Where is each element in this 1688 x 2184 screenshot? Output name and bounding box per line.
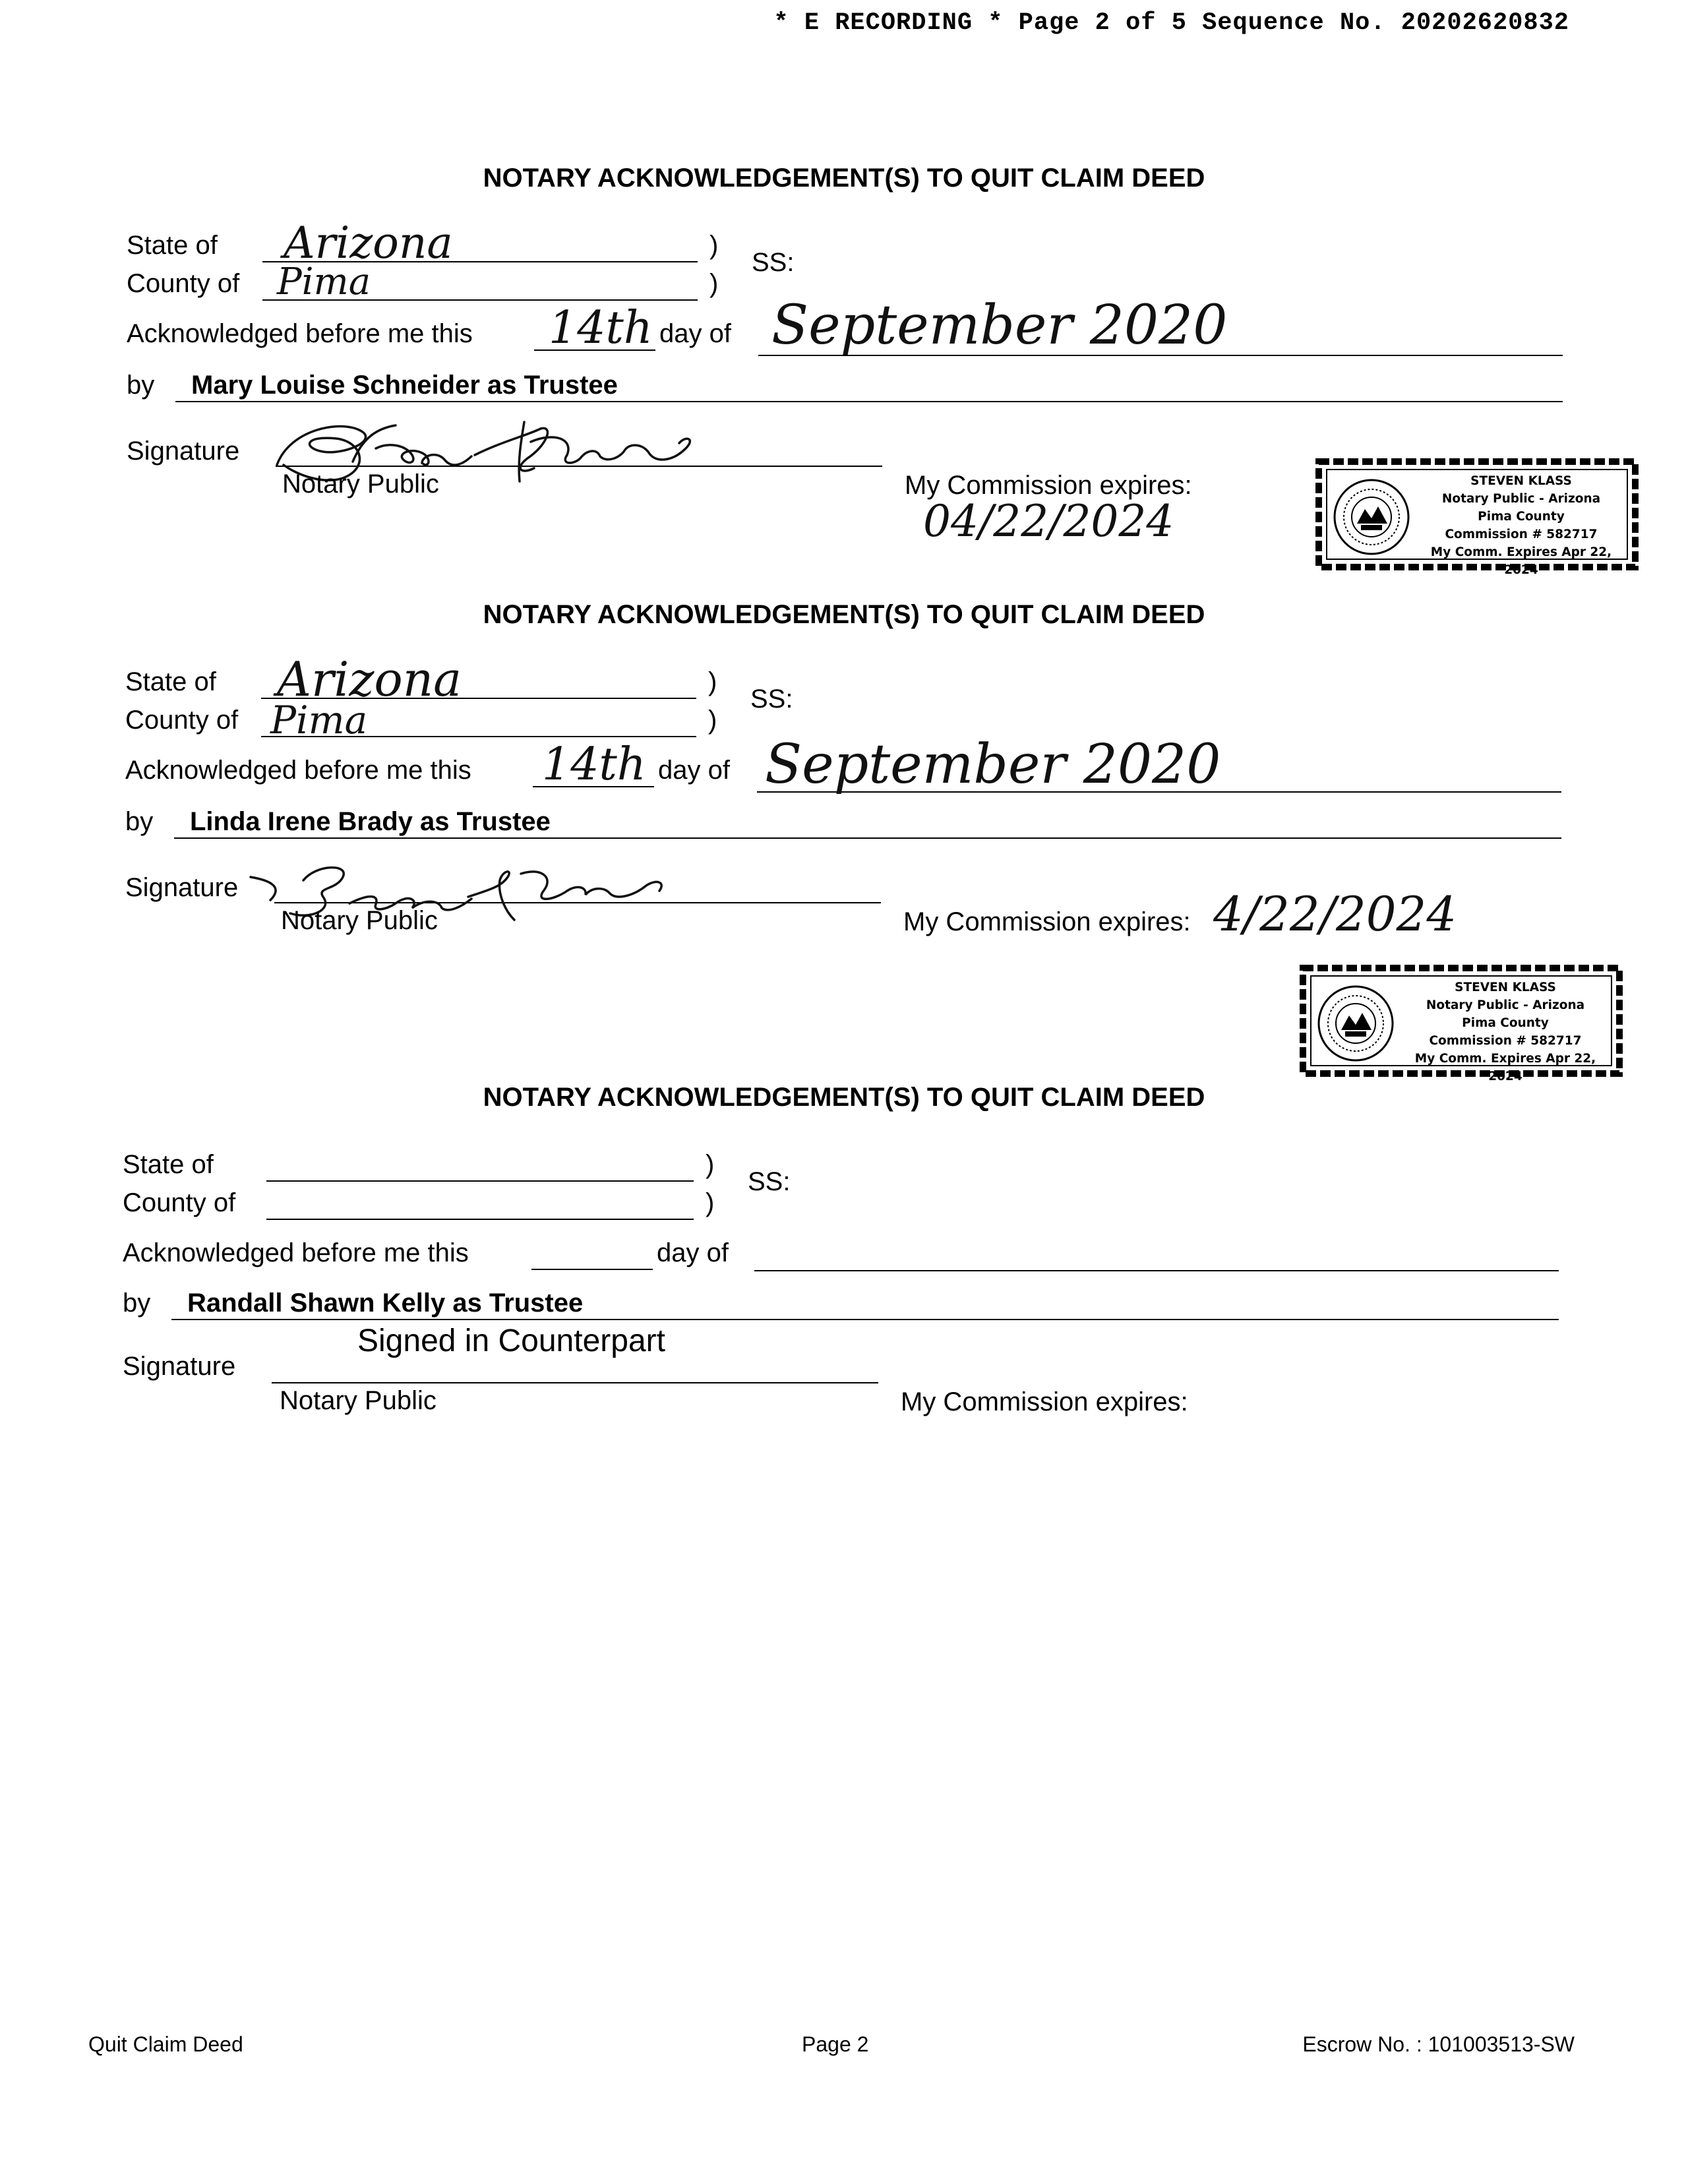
state-seal-icon [1332,477,1411,557]
stamp-commission: Commission # 582717 [1445,528,1598,541]
paren: ) [708,667,717,696]
notary-public-label: Notary Public [282,470,439,499]
stamp-title: Notary Public - Arizona [1441,492,1601,506]
handwritten-expires: 04/22/2024 [923,496,1174,547]
state-label: State of [125,667,216,696]
paren: ) [709,269,719,298]
county-line [266,1219,694,1220]
counterpart-text: Signed in Counterpart [357,1323,665,1358]
footer-document-name: Quit Claim Deed [88,2032,243,2056]
ss-label: SS: [750,684,793,713]
stamp-name: STEVEN KLASS [1455,981,1556,994]
acknowledged-label: Acknowledged before me this [127,319,473,348]
paren: ) [708,706,717,735]
notary-public-label: Notary Public [280,1386,437,1415]
handwritten-county: Pima [277,260,371,303]
commission-label: My Commission expires: [903,907,1191,936]
state-label: State of [123,1150,214,1179]
day-of-label: day of [657,1238,729,1267]
stamp-text [1397,979,1614,1085]
handwritten-day: 14th [549,302,653,354]
by-label: by [127,371,155,400]
by-label: by [125,807,154,836]
ss-label: SS: [752,248,795,277]
paren: ) [709,231,719,260]
section-title: NOTARY ACKNOWLEDGEMENT(S) TO QUIT CLAIM DEED [483,1083,1205,1112]
signature-label: Signature [123,1352,236,1381]
county-label: County of [127,269,240,298]
section-title: NOTARY ACKNOWLEDGEMENT(S) TO QUIT CLAIM DEED [483,164,1205,193]
signature-line [272,1382,878,1383]
month-line [754,1270,1559,1271]
state-line [266,1180,694,1182]
paren: ) [706,1150,715,1179]
commission-label: My Commission expires: [901,1387,1188,1416]
signature-label: Signature [125,873,239,902]
county-label: County of [123,1188,236,1217]
by-line [171,1319,1559,1320]
handwritten-state: Arizona [284,218,453,268]
paren: ) [706,1188,715,1217]
footer-escrow-number: Escrow No. : 101003513-SW [1302,2032,1575,2056]
day-of-label: day of [659,319,731,348]
handwritten-month-year: September 2020 [765,733,1221,796]
signer-name: Linda Irene Brady as Trustee [190,807,551,836]
stamp-commission: Commission # 582717 [1429,1034,1582,1048]
notary-public-label: Notary Public [281,906,438,935]
handwritten-month-year: September 2020 [771,294,1228,357]
acknowledged-label: Acknowledged before me this [125,756,471,785]
stamp-name: STEVEN KLASS [1470,474,1572,488]
stamp-county: Pima County [1478,510,1565,524]
notary-stamp [1296,961,1626,1083]
signer-name: Randall Shawn Kelly as Trustee [187,1289,584,1318]
state-seal-icon [1316,984,1395,1063]
stamp-title: Notary Public - Arizona [1426,998,1585,1012]
day-of-label: day of [658,756,730,785]
signer-name: Mary Louise Schneider as Trustee [191,371,618,400]
acknowledged-label: Acknowledged before me this [123,1238,469,1267]
handwritten-day: 14th [542,739,646,791]
day-line [531,1269,653,1270]
stamp-expires: My Comm. Expires Apr 22, 2024 [1414,1052,1596,1083]
handwritten-expires: 4/22/2024 [1213,886,1457,942]
notary-stamp [1312,455,1642,577]
handwritten-state: Arizona [277,652,462,707]
stamp-expires: My Comm. Expires Apr 22, 2024 [1430,545,1612,577]
state-label: State of [127,231,218,260]
footer-page-number: Page 2 [802,2032,869,2056]
section-title: NOTARY ACKNOWLEDGEMENT(S) TO QUIT CLAIM DEED [483,600,1205,629]
recording-header: * E RECORDING * Page 2 of 5 Sequence No. 20202620832 [773,9,1569,37]
by-label: by [123,1289,151,1318]
stamp-text [1412,472,1630,579]
handwritten-county: Pima [270,698,368,743]
by-line [174,837,1561,839]
stamp-county: Pima County [1462,1016,1549,1030]
ss-label: SS: [748,1167,791,1196]
commission-label: My Commission expires: [905,471,1192,500]
county-label: County of [125,706,239,735]
signature-label: Signature [127,437,240,466]
